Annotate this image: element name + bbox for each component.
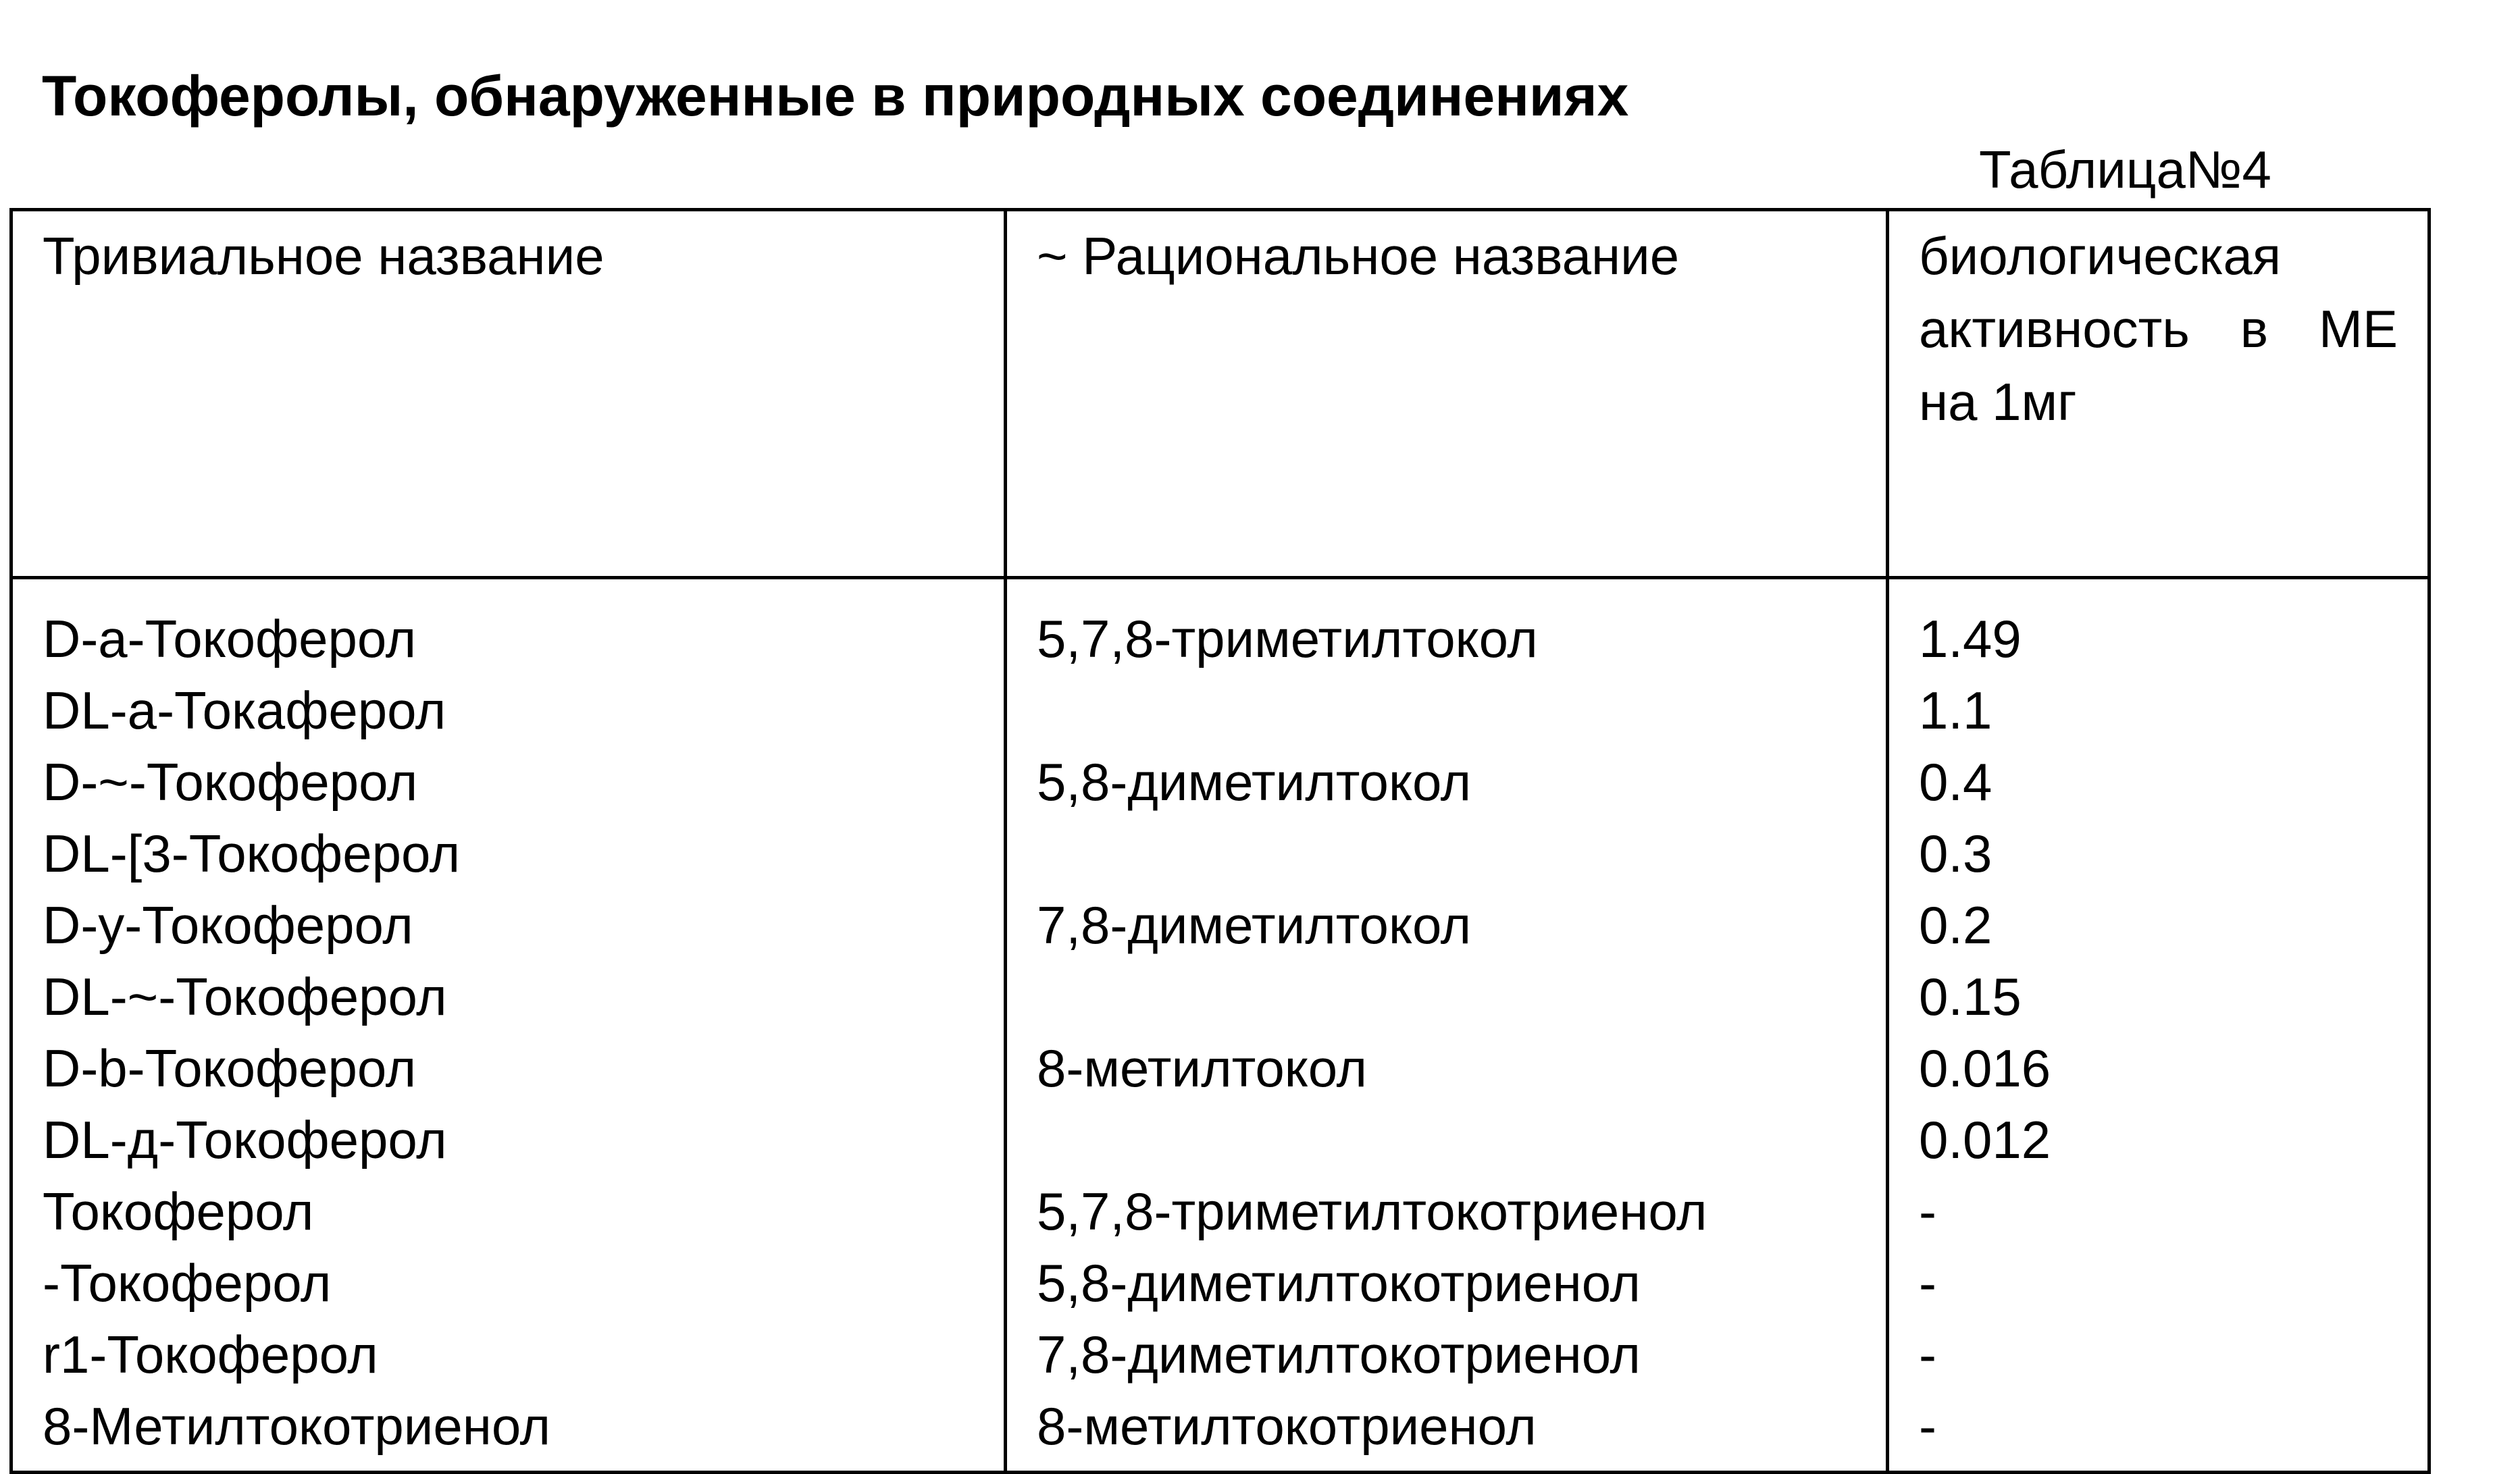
trivial-name-cell: D-b-Токоферол: [43, 1038, 417, 1098]
trivial-name-column: [11, 578, 1006, 1473]
activity-cell: 0.012: [1919, 1110, 2051, 1169]
trivial-name-cell: DL-~-Токоферол: [43, 967, 447, 1026]
tocopherols-table: [9, 208, 2431, 1474]
rational-name-cell: 8-метилтокотриенол: [1037, 1396, 1537, 1456]
page-title: Токоферолы, обнаруженные в природных соединениях: [42, 64, 1629, 128]
rational-name-cell: [1037, 817, 1886, 889]
activity-cell: -: [1919, 1396, 1936, 1456]
activity-cell: 0.4: [1919, 752, 1992, 812]
trivial-name-cell: r1-Токоферол: [43, 1325, 378, 1384]
activity-cell: -: [1919, 1325, 1936, 1384]
table-number-label: Таблица№4: [1979, 140, 2271, 199]
trivial-name-cell: -Токоферол: [43, 1253, 332, 1313]
rational-name-cell: 7,8-диметилтокотриенол: [1037, 1325, 1641, 1384]
rational-name-cell: 5,7,8-триметилтокотриенол: [1037, 1182, 1707, 1241]
header-rational-name: ~ Рациональное название: [1006, 210, 1888, 578]
activity-cell: 1.49: [1919, 609, 2022, 668]
trivial-name-cell: D-~-Токоферол: [43, 752, 418, 812]
rational-name-cell: 5,7,8-триметилтокол: [1037, 609, 1538, 668]
activity-cell: 0.3: [1919, 824, 1992, 883]
activity-column: [1888, 578, 2429, 1473]
rational-name-cell: 8-метилтокол: [1037, 1038, 1367, 1098]
table-body: [11, 578, 2429, 1473]
trivial-name-cell: DL-д-Токоферол: [43, 1110, 447, 1169]
trivial-name-cell: 8-Метилтокотриенол: [43, 1396, 551, 1456]
header-activity-text: биологическая активность в МЕ на 1мг: [1919, 226, 2398, 431]
rational-name-cell: [1037, 1103, 1886, 1175]
rational-name-cell: [1037, 674, 1886, 745]
trivial-name-cell: DL-[3-Токоферол: [43, 824, 461, 883]
header-activity: [1888, 210, 2429, 578]
table-header-row: [11, 210, 2429, 578]
activity-cell: -: [1919, 1182, 1936, 1241]
trivial-name-cell: D-a-Токоферол: [43, 609, 417, 668]
rational-name-cell: [1037, 960, 1886, 1032]
rational-name-cell: 7,8-диметилтокол: [1037, 895, 1472, 955]
rational-name-column: [1006, 578, 1888, 1473]
rational-name-cell: 5,8-диметилтокотриенол: [1037, 1253, 1641, 1313]
header-trivial-name: Тривиальное название: [11, 210, 1006, 578]
activity-cell: 0.2: [1919, 895, 1992, 955]
activity-cell: -: [1919, 1253, 1936, 1313]
activity-cell: 0.15: [1919, 967, 2022, 1026]
trivial-name-cell: Токоферол: [43, 1182, 314, 1241]
rational-name-cell: 5,8-диметилтокол: [1037, 752, 1472, 812]
trivial-name-cell: D-y-Токоферол: [43, 895, 413, 955]
trivial-name-cell: DL-a-Токаферол: [43, 681, 446, 740]
activity-cell: 1.1: [1919, 681, 1992, 740]
activity-cell: 0.016: [1919, 1038, 2051, 1098]
